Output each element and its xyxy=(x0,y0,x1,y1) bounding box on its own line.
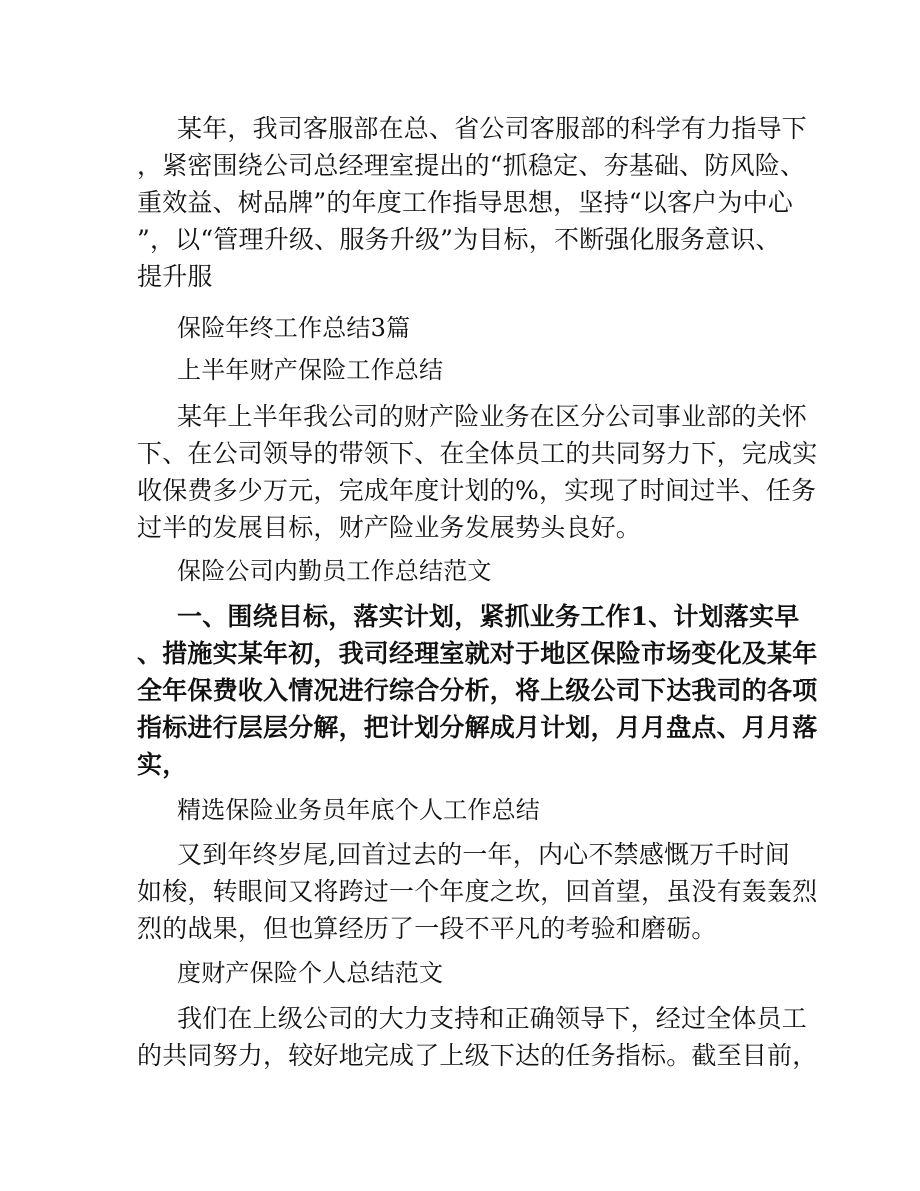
paragraph-5-line-1: 我们在上级公司的大力支持和正确领导下，经过全体员工 xyxy=(177,1004,808,1033)
section-heading-5: 度财产保险个人总结范文 xyxy=(177,959,444,987)
paragraph-2-line-1: 某年上半年我公司的财产险业务在区分公司事业部的关怀 xyxy=(177,402,808,431)
paragraph-4-line-3: 烈的战果，但也算经历了一段不平凡的考验和磨砺。 xyxy=(137,914,717,943)
section-heading-4: 精选保险业务员年底个人工作总结 xyxy=(177,796,540,824)
section-heading-3: 保险公司内勤员工作总结范文 xyxy=(177,557,492,585)
paragraph-4-line-2: 如梭，转眼间又将跨过一个年度之坎，回首望，虽没有轰轰烈 xyxy=(137,877,818,906)
paragraph-3-line-3: 全年保费收入情况进行综合分析，将上级公司下达我司的各项 xyxy=(137,676,818,705)
paragraph-2-line-4: 过半的发展目标，财产险业务发展势头良好。 xyxy=(137,513,642,542)
paragraph-1-line-2: ，紧密围绕公司总经理室提出的“抓稳定、夯基础、防风险、 xyxy=(137,151,806,180)
paragraph-3-line-2: 、措施实某年初，我司经理室就对于地区保险市场变化及某年 xyxy=(137,639,818,668)
paragraph-2-line-2: 下、在公司领导的带领下、在全体员工的共同努力下，完成实 xyxy=(137,439,818,468)
paragraph-2-line-3: 收保费多少万元，完成年度计划的%，实现了时间过半、任务 xyxy=(137,476,817,505)
paragraph-1-line-1: 某年，我司客服部在总、省公司客服部的科学有力指导下 xyxy=(177,114,808,143)
paragraph-1-line-4: ”，以“管理升级、服务升级”为目标，不断强化服务意识、 xyxy=(137,225,781,254)
paragraph-1-line-3: 重效益、树品牌”的年度工作指导思想，坚持“以客户为中心 xyxy=(137,188,793,217)
section-heading-1: 保险年终工作总结3篇 xyxy=(177,314,411,342)
paragraph-1-line-5: 提升服 xyxy=(137,262,213,291)
paragraph-3-line-4: 指标进行层层分解，把计划分解成月计划，月月盘点、月月落 xyxy=(137,713,818,742)
paragraph-5-line-2: 的共同努力，较好地完成了上级下达的任务指标。截至目前， xyxy=(137,1041,818,1070)
paragraph-3-line-1: 一、围绕目标，落实计划，紧抓业务工作1、计划落实早 xyxy=(177,602,800,631)
paragraph-4-line-1: 又到年终岁尾,回首过去的一年，内心不禁感慨万千时间 xyxy=(177,840,790,869)
paragraph-3-line-5: 实， xyxy=(137,750,188,779)
section-heading-2: 上半年财产保险工作总结 xyxy=(177,356,444,384)
